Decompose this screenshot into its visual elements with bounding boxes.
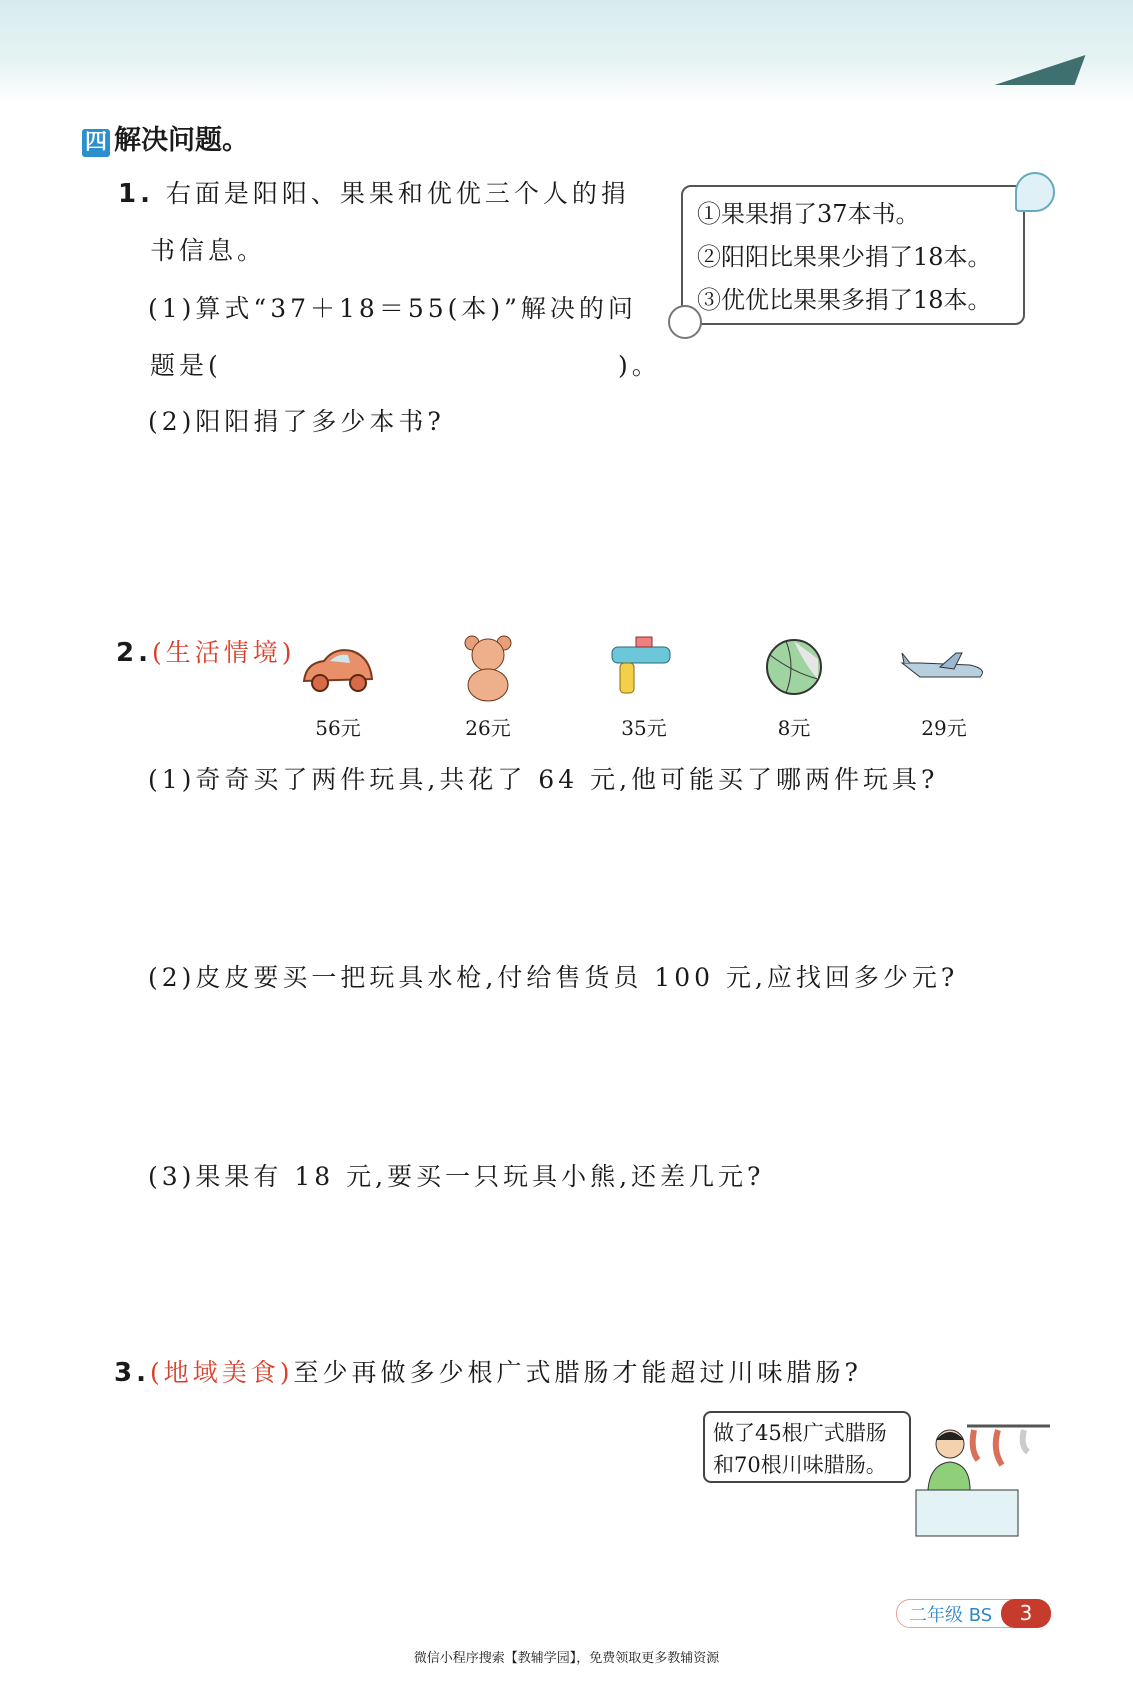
q2-tag: (生活情境) <box>151 638 296 667</box>
grade-label: 二年级 BS <box>909 1605 993 1626</box>
bubble-line: 和70根川味腊肠。 <box>713 1453 887 1477</box>
q1-line1 <box>118 174 630 210</box>
toy-car-icon <box>300 633 376 703</box>
section-number-badge: 四 <box>82 129 110 157</box>
q2-heading <box>116 633 295 669</box>
toy-price: 26元 <box>465 716 511 740</box>
q3-tag: (地域美食) <box>149 1358 294 1387</box>
flower-icon <box>668 305 702 339</box>
boy-with-sausages-illustration <box>912 1420 1052 1538</box>
q2-sub1: (1)奇奇买了两件玩具,共花了 64 元,他可能买了哪两件玩具? <box>148 765 939 794</box>
butterfly-icon <box>1015 172 1055 212</box>
q1-number: 1. <box>118 179 154 209</box>
speech-bubble <box>703 1411 911 1483</box>
header-banner <box>0 0 1133 102</box>
page-number-badge <box>896 1599 1051 1628</box>
section-title: 解决问题。 <box>114 125 249 156</box>
page-number: 3 <box>1001 1599 1051 1628</box>
info-box <box>681 185 1025 325</box>
paper-plane-icon <box>995 55 1086 85</box>
info-item: ①果果捐了37本书。 <box>697 200 920 228</box>
teddy-bear-icon <box>450 633 526 703</box>
toy-price: 35元 <box>621 716 667 740</box>
q1-sub1-line2-start: 题是( <box>150 351 222 380</box>
water-gun-icon <box>606 633 682 703</box>
info-item: ②阳阳比果果少捐了18本。 <box>697 243 992 271</box>
q1-sub2: (2)阳阳捐了多少本书? <box>148 407 445 436</box>
q1-line2: 书信息。 <box>150 236 267 265</box>
q1-answer-blank[interactable] <box>232 346 612 378</box>
q1-sub1: (1)算式“37＋18＝55(本)”解决的问 <box>148 294 637 323</box>
ball-icon <box>756 633 832 703</box>
q3-number: 3. <box>114 1358 150 1388</box>
q1-sub1-line2-end: )。 <box>618 351 661 380</box>
q3-line <box>114 1353 862 1389</box>
footer-note: 微信小程序搜索【教辅学园】，免费领取更多教辅资源 <box>413 1651 720 1666</box>
q2-sub3: (3)果果有 18 元,要买一只玩具小熊,还差几元? <box>148 1162 765 1191</box>
q1-text: 右面是阳阳、果果和优优三个人的捐 <box>165 179 630 208</box>
info-item: ③优优比果果多捐了18本。 <box>697 286 992 314</box>
q3-text: 至少再做多少根广式腊肠才能超过川味腊肠? <box>293 1358 862 1387</box>
toy-price: 56元 <box>315 716 361 740</box>
q2-number: 2. <box>116 638 152 668</box>
section-heading <box>82 118 249 157</box>
toy-plane-icon <box>900 633 990 703</box>
q2-sub2: (2)皮皮要买一把玩具水枪,付给售货员 100 元,应找回多少元? <box>148 963 959 992</box>
toy-price: 29元 <box>921 716 967 740</box>
bubble-line: 做了45根广式腊肠 <box>713 1421 887 1445</box>
toy-price: 8元 <box>777 716 811 740</box>
